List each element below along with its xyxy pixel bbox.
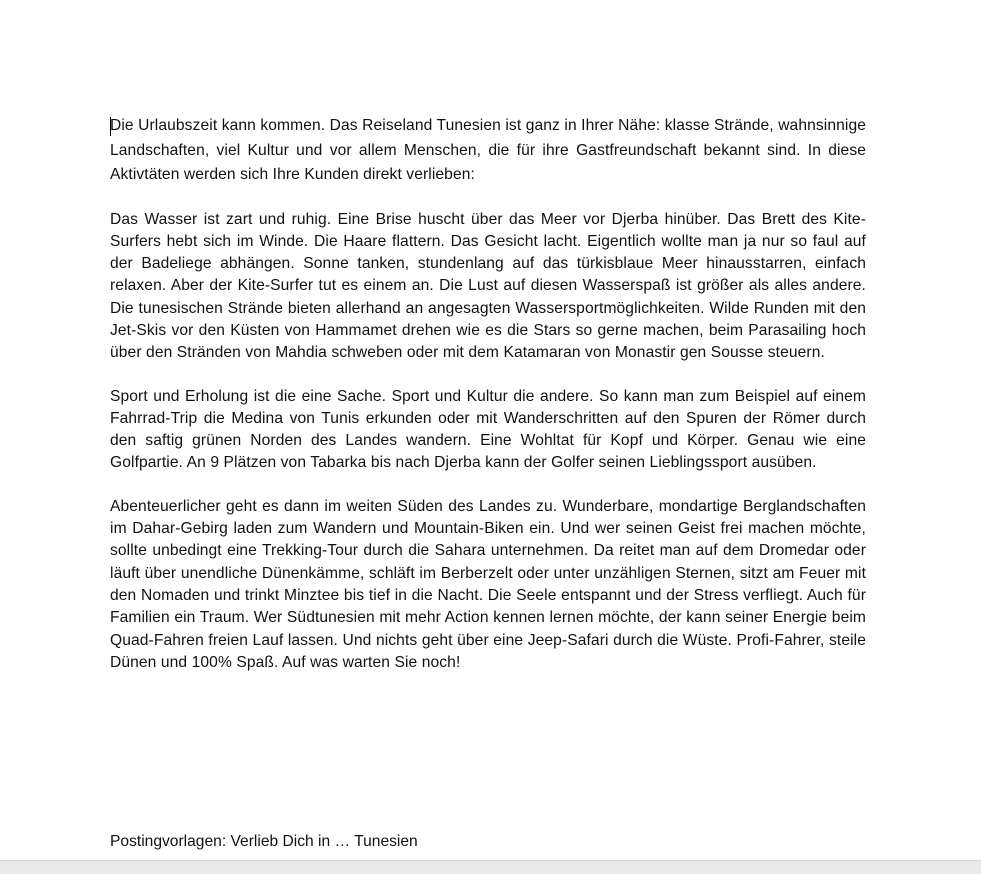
paragraph-intro[interactable]: Die Urlaubszeit kann kommen. Das Reiseland Tunesien ist ganz in Ihrer Nähe: klasse Strände, wahnsinnige Landschaften, viel Kultur und vor allem Menschen, die für ihre Gastfreundschaft bekannt sind. In diese Aktivtäten werden sich Ihre Kunden direkt verlieben: [110, 117, 866, 183]
horizontal-scrollbar[interactable] [0, 860, 981, 874]
paragraph-sport-culture[interactable]: Sport und Erholung ist die eine Sache. Sport und Kultur die andere. So kann man zum Beispiel auf einem Fahrrad-Trip die Medina von Tunis erkunden oder mit Wanderschritten auf den Spuren der Römer durch den saftig grünen Norden des Landes wandern. Eine Wohltat für Kopf und Körper. Genau wie eine Golfpartie. An 9 Plätzen von Tabarka bis nach Djerba kann der Golfer seinen Lieblingssport ausüben. [110, 387, 866, 472]
document-body[interactable] [110, 114, 866, 674]
paragraph-water-sports[interactable]: Das Wasser ist zart und ruhig. Eine Brise huscht über das Meer vor Djerba hinüber. Das Brett des Kite-Surfers hebt sich im Winde. Die Haare flattern. Das Gesicht lacht. Eigentlich wollte man ja nur so faul auf der Badeliege abhängen. Sonne tanken, stundenlang auf das türkisblaue Meer hinausstarren, einfach relaxen. Aber der Kite-Surfer tut es einem an. Die Lust auf diesen Wasserspaß ist größer als alles andere. Die tunesischen Strände bieten allerhand an angesagten Wassersportmöglichkeiten. Wilde Runden mit den Jet-Skis vor den Küsten von Hammamet drehen wie es die Stars so gerne machen, beim Parasailing hoch über den Stränden von Mahdia schweben oder mit dem Katamaran von Monastir gen Sousse steuern. [110, 210, 866, 362]
paragraph-adventure-south[interactable]: Abenteuerlicher geht es dann im weiten Süden des Landes zu. Wunderbare, mondartige Berglandschaften im Dahar-Gebirg laden zum Wandern und Mountain-Biken ein. Und wer seinen Geist frei machen möchte, sollte unbedingt eine Trekking-Tour durch die Sahara unternehmen. Da reitet man auf dem Dromedar oder läuft über unendliche Dünenkämme, schläft im Berberzelt oder unter unzähligen Sternen, sitzt am Feuer mit den Nomaden und trinkt Minztee bis tief in die Nacht. Die Seele entspannt und der Stress verfliegt. Auch für Familien ein Traum. Wer Südtunesien mit mehr Action kennen lernen möchte, der kann seiner Energie beim Quad-Fahren freien Lauf lassen. Und nichts geht über eine Jeep-Safari durch die Wüste. Profi-Fahrer, steile Dünen und 100% Spaß. Auf was warten Sie noch! [110, 497, 866, 671]
footer-text[interactable]: Postingvorlagen: Verlieb Dich in … Tunesien [110, 833, 418, 850]
